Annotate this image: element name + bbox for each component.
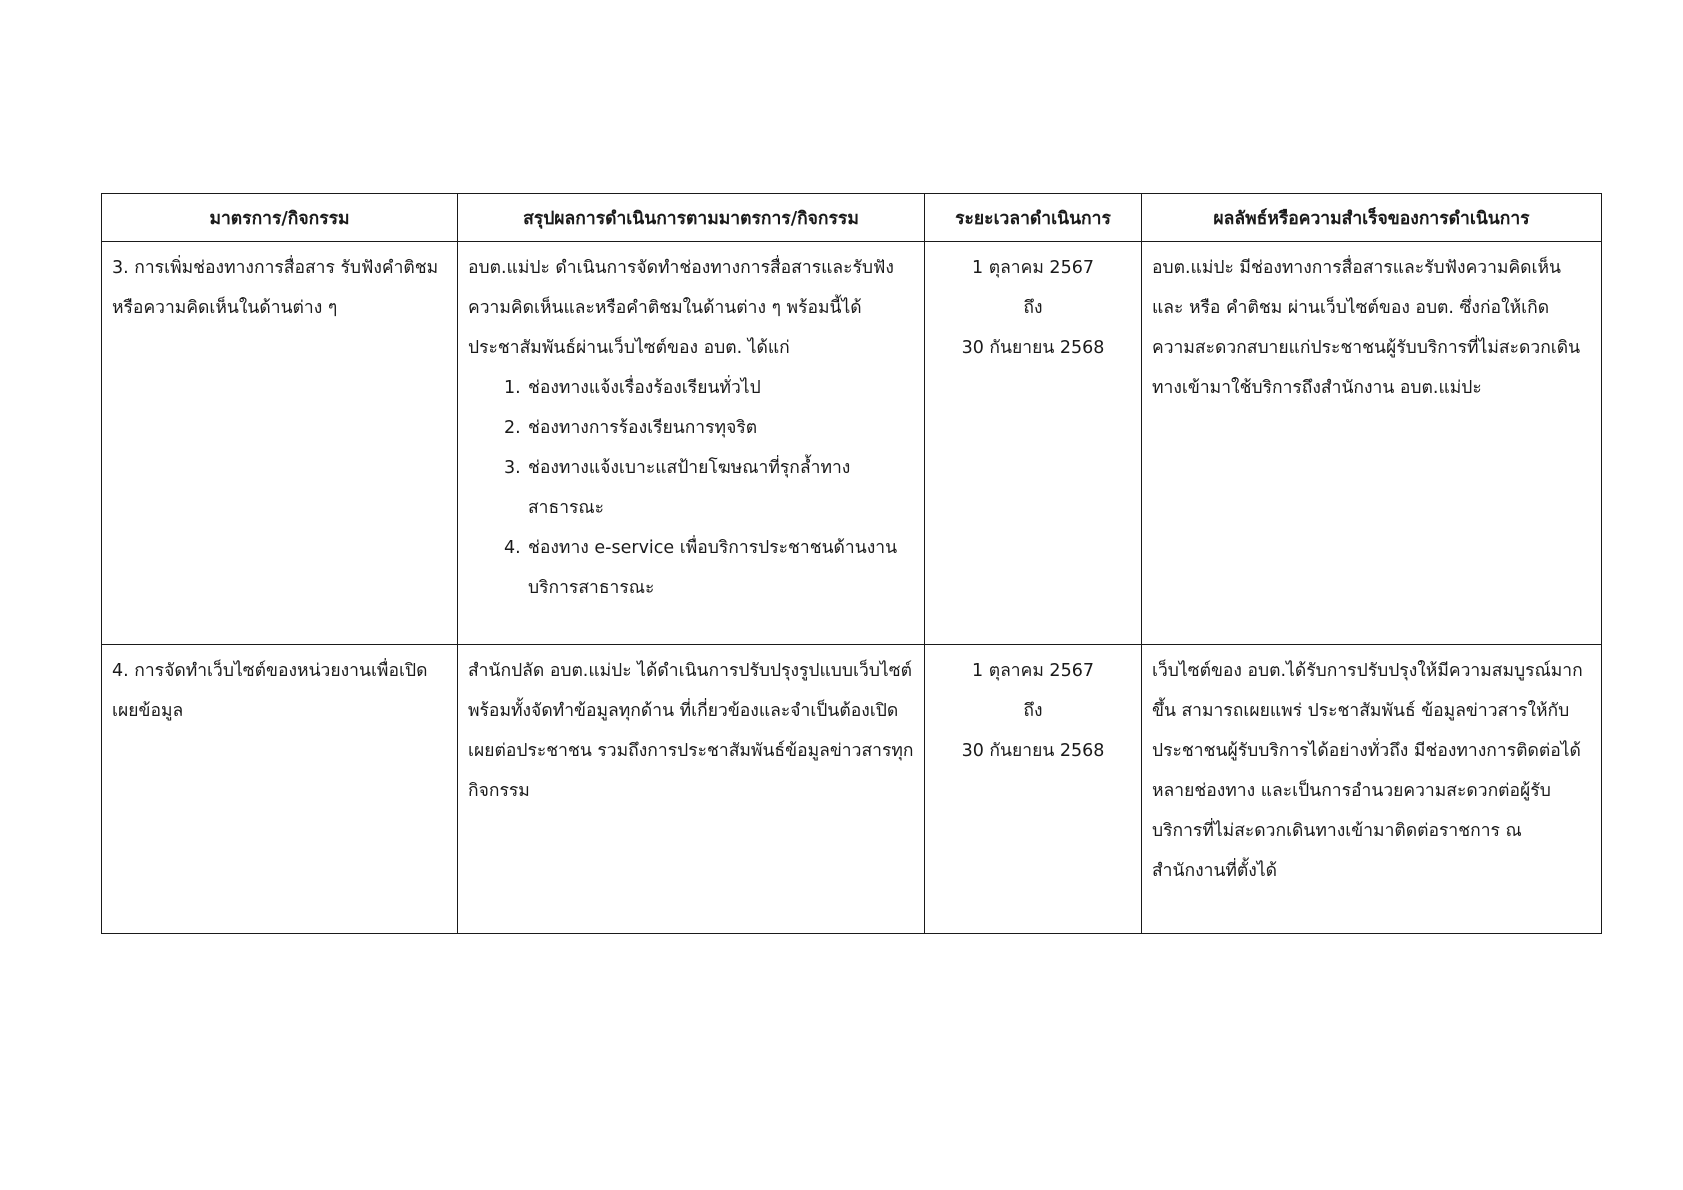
list-item-text: ช่องทางแจ้งเรื่องร้องเรียนทั่วไป [528, 378, 761, 398]
activities-table [101, 193, 1602, 934]
list-item-number: 1. [504, 378, 521, 398]
list-item [504, 528, 914, 608]
result-cell: อบต.แม่ปะ มีช่องทางการสื่อสารและรับฟังความคิดเห็นและ หรือ คำติชม ผ่านเว็บไซต์ของ อบต. ซึ่งก่อให้เกิดความสะดวกสบายแก่ประชาชนผู้รับบริการที่ไม่สะดวกเดินทางเข้ามาใช้บริการถึงสำนักงาน อบต.แม่ปะ [1142, 242, 1602, 645]
period-end: 30 กันยายน 2568 [961, 338, 1105, 358]
list-item-text: ช่องทางแจ้งเบาะแสป้ายโฆษณาที่รุกล้ำทางสาธารณะ [528, 458, 851, 518]
header-result: ผลลัพธ์หรือความสำเร็จของการดำเนินการ [1142, 194, 1602, 242]
measure-cell: 4. การจัดทำเว็บไซต์ของหน่วยงานเพื่อเปิดเผยข้อมูล [102, 645, 458, 934]
table-header [102, 194, 1602, 242]
list-item-text: ช่องทาง e-service เพื่อบริการประชาชนด้านงานบริการสาธารณะ [528, 538, 898, 598]
header-measure: มาตรการ/กิจกรรม [102, 194, 458, 242]
summary-cell: สำนักปลัด อบต.แม่ปะ ได้ดำเนินการปรับปรุงรูปแบบเว็บไซต์ พร้อมทั้งจัดทำข้อมูลทุกด้าน ที่เกี่ยวข้องและจำเป็นต้องเปิดเผยต่อประชาชน รวมถึงการประชาสัมพันธ์ข้อมูลข่าวสารทุกกิจกรรม [458, 645, 925, 934]
period-start: 1 ตุลาคม 2567 [972, 258, 1094, 278]
list-item [504, 408, 914, 448]
period-end: 30 กันยายน 2568 [961, 741, 1105, 761]
header-period: ระยะเวลาดำเนินการ [925, 194, 1142, 242]
table-row [102, 242, 1602, 645]
list-item-number: 4. [504, 538, 521, 558]
channel-list [468, 368, 914, 608]
result-cell: เว็บไซต์ของ อบต.ได้รับการปรับปรุงให้มีความสมบูรณ์มากขึ้น สามารถเผยแพร่ ประชาสัมพันธ์ ข้อมูลข่าวสารให้กับประชาชนผู้รับบริการได้อย่างทั่วถึง มีช่องทางการติดต่อได้หลายช่องทาง และเป็นการอำนวยความสะดวกต่อผู้รับบริการที่ไม่สะดวกเดินทางเข้ามาติดต่อราชการ ณ สำนักงานที่ตั้งได้ [1142, 645, 1602, 934]
summary-cell [458, 242, 925, 645]
measure-cell: 3. การเพิ่มช่องทางการสื่อสาร รับฟังคำติชมหรือความคิดเห็นในด้านต่าง ๆ [102, 242, 458, 645]
list-item [504, 448, 914, 528]
header-row [102, 194, 1602, 242]
period-cell [925, 645, 1142, 934]
header-summary: สรุปผลการดำเนินการตามมาตรการ/กิจกรรม [458, 194, 925, 242]
table-row [102, 645, 1602, 934]
period-to: ถึง [1023, 701, 1043, 721]
list-item-text: ช่องทางการร้องเรียนการทุจริต [528, 418, 758, 438]
period-start: 1 ตุลาคม 2567 [972, 661, 1094, 681]
table-body [102, 242, 1602, 934]
list-item-number: 2. [504, 418, 521, 438]
list-item-number: 3. [504, 458, 521, 478]
summary-text: อบต.แม่ปะ ดำเนินการจัดทำช่องทางการสื่อสารและรับฟังความคิดเห็นและหรือคำติชมในด้านต่าง ๆ พร้อมนี้ได้ประชาสัมพันธ์ผ่านเว็บไซต์ของ อบต. ได้แก่ [468, 258, 894, 358]
period-to: ถึง [1023, 298, 1043, 318]
period-cell [925, 242, 1142, 645]
list-item [504, 368, 914, 408]
